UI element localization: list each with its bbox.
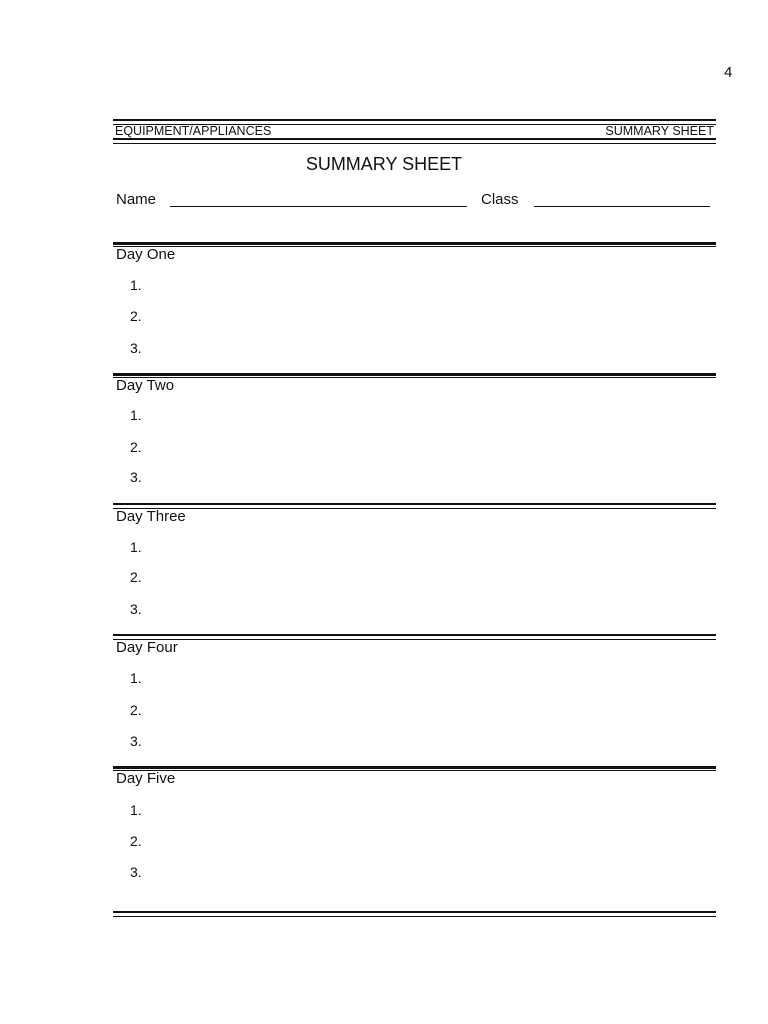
day-three-item-1: 1.: [130, 539, 142, 555]
day-four-item-1: 1.: [130, 670, 142, 686]
day-five-label: Day Five: [116, 770, 176, 787]
day-two-item-2: 2.: [130, 439, 142, 455]
name-label: Name: [116, 191, 157, 208]
day-four-item-3: 3.: [130, 733, 142, 749]
class-label: Class: [481, 191, 519, 208]
name-field-line[interactable]: [170, 206, 467, 207]
day-two-item-1: 1.: [130, 407, 142, 423]
day-five-item-1: 1.: [130, 802, 142, 818]
day-five-item-3: 3.: [130, 864, 142, 880]
day-three-label: Day Three: [116, 508, 186, 525]
day-four-item-2: 2.: [130, 702, 142, 718]
day-one-item-1: 1.: [130, 277, 142, 293]
class-field-line[interactable]: [534, 206, 710, 207]
page-number: 4: [724, 64, 733, 81]
day-one-item-2: 2.: [130, 308, 142, 324]
day-three-item-3: 3.: [130, 601, 142, 617]
day-four-label: Day Four: [116, 639, 178, 656]
day-one-rule: [113, 242, 716, 247]
day-three-rule: [113, 503, 716, 509]
day-one-item-3: 3.: [130, 340, 142, 356]
header-section-label: EQUIPMENT/APPLIANCES: [115, 124, 272, 138]
day-two-item-3: 3.: [130, 469, 142, 485]
day-five-rule: [113, 766, 716, 771]
day-two-label: Day Two: [116, 377, 175, 394]
closing-rule: [113, 911, 716, 917]
day-four-rule: [113, 634, 716, 640]
page-title: SUMMARY SHEET: [305, 154, 463, 174]
header-bottom-rule: [113, 138, 716, 144]
day-five-item-2: 2.: [130, 833, 142, 849]
header-sheet-label: SUMMARY SHEET: [605, 124, 714, 138]
day-one-label: Day One: [116, 246, 176, 263]
day-three-item-2: 2.: [130, 569, 142, 585]
day-two-rule: [113, 373, 716, 378]
